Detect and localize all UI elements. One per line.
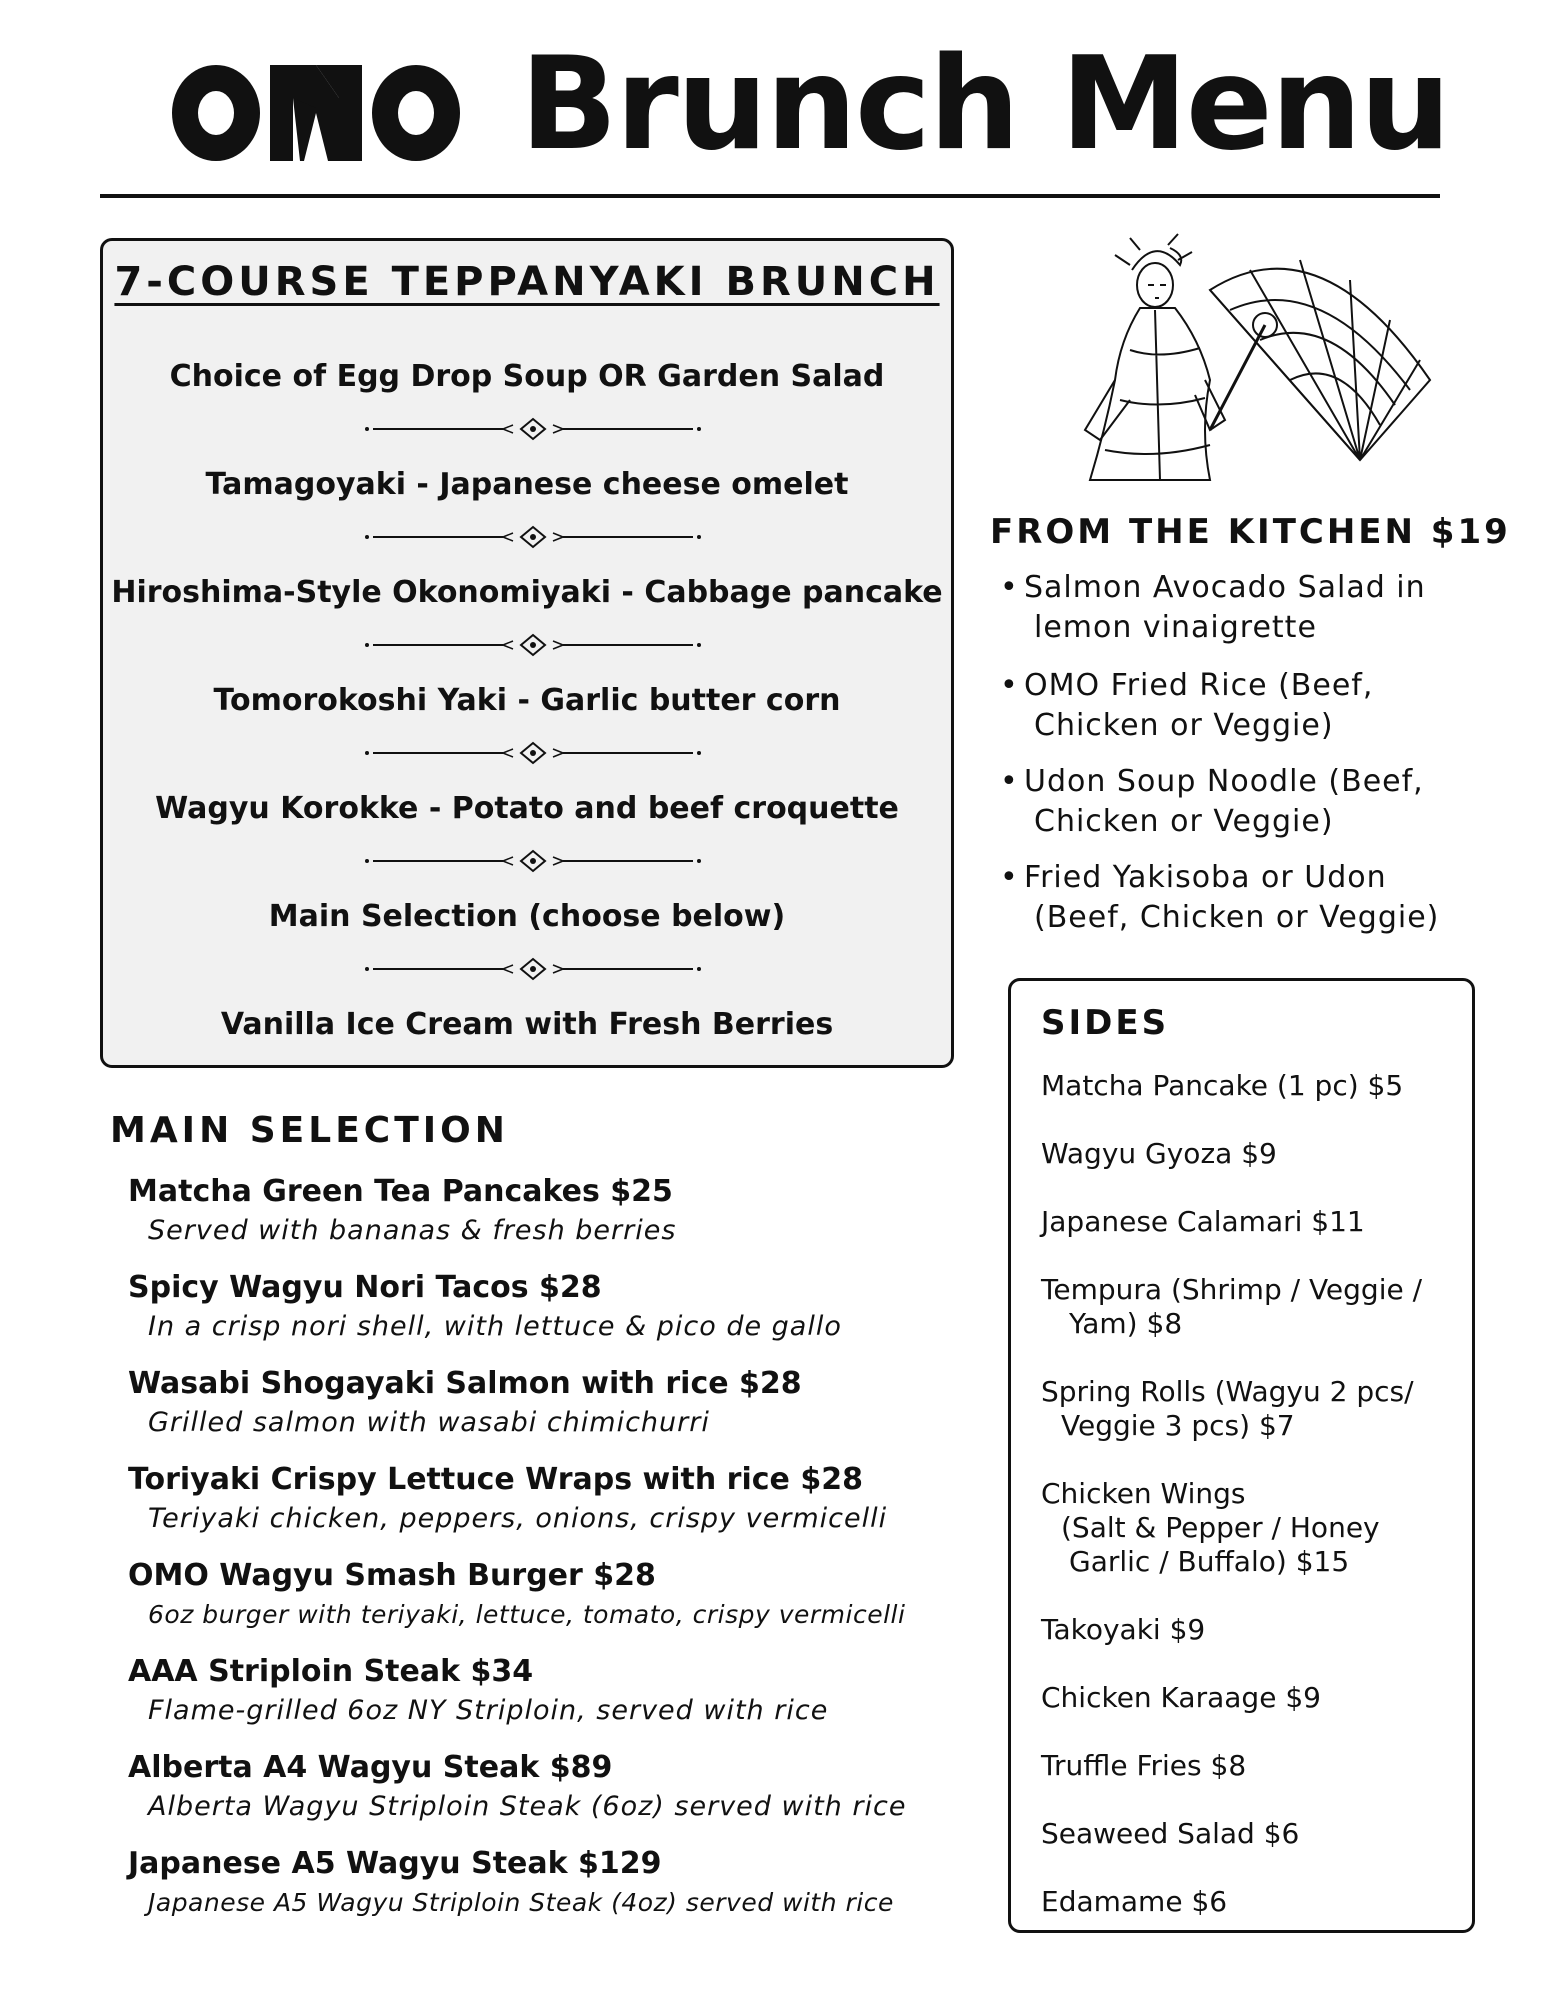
main-item-name: Matcha Green Tea Pancakes $25 [128, 1174, 673, 1209]
side-item [1041, 1137, 1461, 1171]
main-item [128, 1460, 887, 1538]
main-selection-heading: MAIN SELECTION [110, 1110, 509, 1151]
side-item [1041, 1885, 1461, 1919]
main-item-name: AAA Striploin Steak $34 [128, 1654, 534, 1689]
kitchen-item-line: lemon vinaigrette [1034, 610, 1317, 645]
kitchen-item-line: Fried Yakisoba or Udon [1024, 860, 1387, 895]
main-item-desc: Grilled salmon with wasabi chimichurri [148, 1407, 710, 1438]
side-item [1041, 1069, 1461, 1103]
main-item-desc: In a crisp nori shell, with lettuce & pico de gallo [148, 1311, 842, 1342]
side-item-line: Edamame $6 [1041, 1885, 1228, 1918]
side-item [1041, 1817, 1461, 1851]
main-item-name: Toriyaki Crispy Lettuce Wraps with rice $28 [128, 1462, 863, 1497]
omo-logo [166, 38, 466, 188]
kitchen-item-line: Chicken or Veggie) [1034, 804, 1334, 839]
main-item [128, 1844, 894, 1922]
side-item-line: Garlic / Buffalo) $15 [1069, 1545, 1350, 1578]
course-item: Main Selection (choose below) [268, 899, 786, 934]
kitchen-item [1000, 666, 1440, 746]
kitchen-item-line: Udon Soup Noodle (Beef, [1024, 764, 1424, 799]
header-divider [100, 194, 1440, 198]
main-item [128, 1748, 906, 1826]
side-item-line: Wagyu Gyoza $9 [1041, 1137, 1277, 1170]
main-item-desc: Served with bananas & fresh berries [148, 1215, 677, 1246]
ornament-divider-icon [363, 633, 703, 657]
side-item-line: Japanese Calamari $11 [1041, 1205, 1365, 1238]
kitchen-item [1000, 858, 1440, 938]
kitchen-heading: FROM THE KITCHEN $19 [990, 512, 1511, 552]
bullet-icon: • [1000, 764, 1019, 799]
side-item [1041, 1749, 1461, 1783]
page-title: Brunch Menu [520, 30, 1449, 179]
main-item [128, 1268, 842, 1346]
main-item-name: Alberta A4 Wagyu Steak $89 [128, 1750, 613, 1785]
geisha-umbrella-illustration [1060, 230, 1440, 490]
kitchen-item-line: (Beef, Chicken or Veggie) [1034, 900, 1440, 935]
main-item-desc: 6oz burger with teriyaki, lettuce, tomato, crispy vermicelli [148, 1600, 906, 1629]
side-item [1041, 1375, 1461, 1443]
bullet-icon: • [1000, 860, 1019, 895]
course-item: Tomorokoshi Yaki - Garlic butter corn [213, 683, 841, 718]
main-item-name: OMO Wagyu Smash Burger $28 [128, 1558, 656, 1593]
side-item-line: Yam) $8 [1069, 1307, 1183, 1340]
side-item-line: Chicken Karaage $9 [1041, 1681, 1321, 1714]
course-title: 7-COURSE TEPPANYAKI BRUNCH [114, 259, 940, 305]
bullet-icon: • [1000, 668, 1019, 703]
main-item-desc: Flame-grilled 6oz NY Striploin, served with rice [148, 1695, 829, 1726]
kitchen-item [1000, 762, 1440, 842]
main-item [128, 1652, 828, 1730]
side-item-line: (Salt & Pepper / Honey [1061, 1511, 1380, 1544]
course-item: Hiroshima-Style Okonomiyaki - Cabbage pancake [111, 575, 943, 610]
sides-heading: SIDES [1041, 1003, 1170, 1043]
side-item-line: Spring Rolls (Wagyu 2 pcs/ [1041, 1375, 1414, 1408]
ornament-divider-icon [363, 741, 703, 765]
side-item [1041, 1273, 1461, 1341]
side-item [1041, 1681, 1461, 1715]
kitchen-item-line: Chicken or Veggie) [1034, 708, 1334, 743]
side-item-line: Chicken Wings [1041, 1477, 1246, 1510]
teppanyaki-course-panel [100, 238, 954, 1068]
side-item-line: Takoyaki $9 [1041, 1613, 1206, 1646]
side-item [1041, 1477, 1461, 1579]
main-item-name: Spicy Wagyu Nori Tacos $28 [128, 1270, 602, 1305]
side-item [1041, 1205, 1461, 1239]
main-item-desc: Japanese A5 Wagyu Striploin Steak (4oz) served with rice [148, 1888, 894, 1917]
course-item: Tamagoyaki - Japanese cheese omelet [205, 467, 849, 502]
kitchen-item [1000, 568, 1440, 648]
main-item-name: Japanese A5 Wagyu Steak $129 [128, 1846, 662, 1881]
side-item-line: Matcha Pancake (1 pc) $5 [1041, 1069, 1404, 1102]
main-item [128, 1364, 802, 1442]
course-item: Choice of Egg Drop Soup OR Garden Salad [169, 359, 885, 394]
side-item-line: Tempura (Shrimp / Veggie / [1041, 1273, 1423, 1306]
bullet-icon: • [1000, 570, 1019, 605]
ornament-divider-icon [363, 957, 703, 981]
ornament-divider-icon [363, 849, 703, 873]
main-item [128, 1172, 676, 1250]
main-item [128, 1556, 905, 1634]
course-item: Vanilla Ice Cream with Fresh Berries [220, 1007, 834, 1042]
main-item-desc: Teriyaki chicken, peppers, onions, crispy vermicelli [148, 1503, 888, 1534]
side-item-line: Veggie 3 pcs) $7 [1061, 1409, 1295, 1442]
side-item-line: Seaweed Salad $6 [1041, 1817, 1300, 1850]
ornament-divider-icon [363, 525, 703, 549]
main-item-desc: Alberta Wagyu Striploin Steak (6oz) served with rice [148, 1791, 907, 1822]
side-item-line: Truffle Fries $8 [1041, 1749, 1247, 1782]
side-item [1041, 1613, 1461, 1647]
kitchen-item-line: OMO Fried Rice (Beef, [1024, 668, 1374, 703]
sides-panel [1008, 978, 1475, 1933]
ornament-divider-icon [363, 417, 703, 441]
kitchen-item-line: Salmon Avocado Salad in [1024, 570, 1426, 605]
course-item: Wagyu Korokke - Potato and beef croquette [155, 791, 899, 826]
main-item-name: Wasabi Shogayaki Salmon with rice $28 [128, 1366, 802, 1401]
